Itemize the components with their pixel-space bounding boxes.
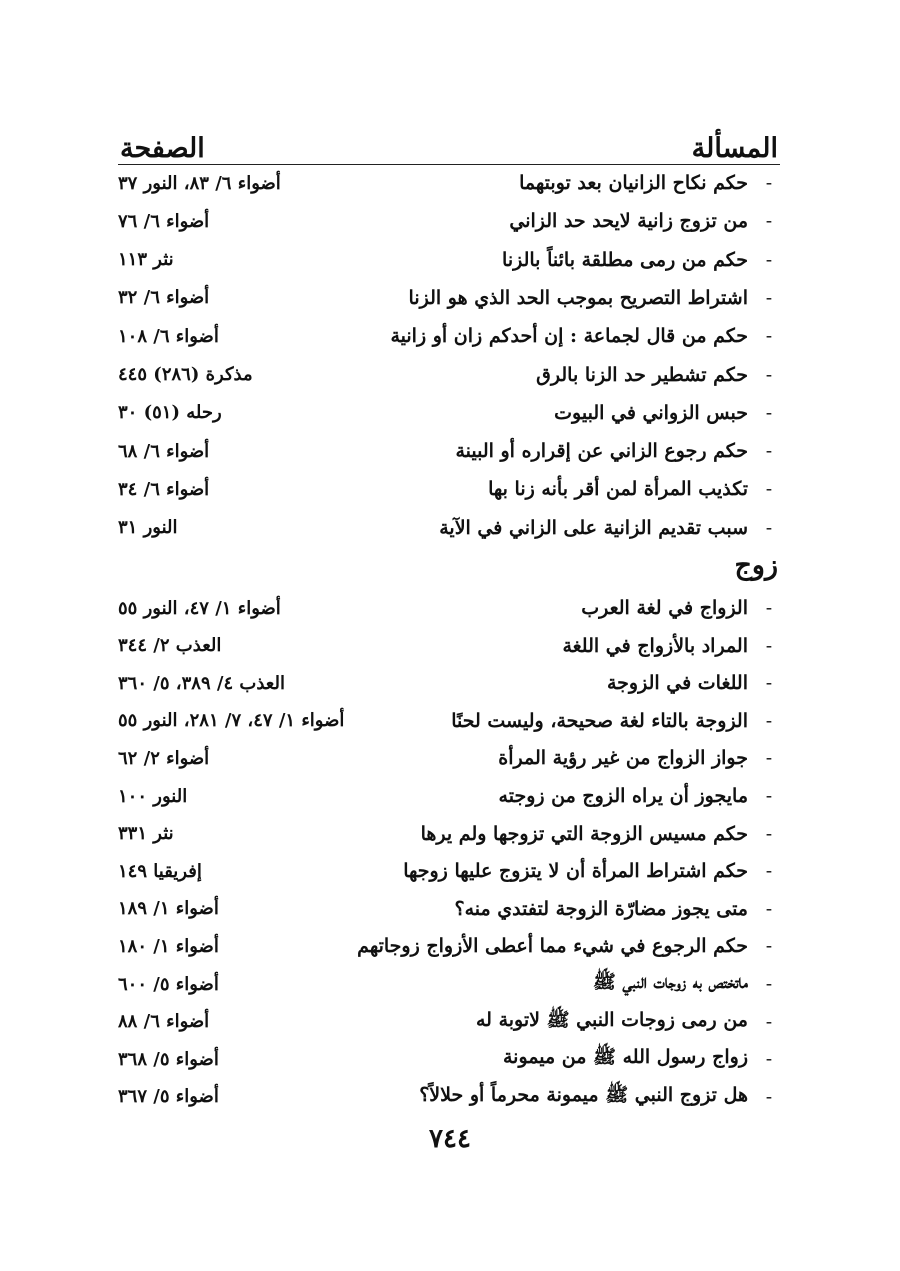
entry-dash: - — [765, 597, 773, 619]
entry-dash: - — [765, 401, 773, 424]
entry-question: اشتراط التصريح بموجب الحد الذي هو الزنا — [408, 286, 748, 309]
entry-question: حكم من رمى مطلقة بائناً بالزنا — [502, 248, 748, 271]
entry-reference: أضواء ٦/ ٨٨ — [118, 1011, 210, 1033]
entry-question: متى يجوز مضارّة الزوجة لتفتدي منه؟ — [454, 897, 748, 920]
entry-question: اللغات في الزوجة — [606, 672, 748, 695]
entry-question: هل تزوج النبي ﷺ ميمونة محرماً أو حلالاً؟ — [419, 1083, 748, 1106]
entry-dash: - — [765, 709, 773, 732]
entry-question: الزوجة بالتاء لغة صحيحة، وليست لحنًا — [451, 709, 748, 732]
entry-reference: أضواء ٦/ ٣٢ — [118, 287, 210, 309]
entry-reference: أضواء ٥/ ٣٦٧ — [118, 1086, 219, 1108]
entry-reference: أضواء ١/ ٤٧، النور ٥٥ — [118, 597, 281, 619]
entry-dash: - — [765, 516, 773, 539]
entry-question: ماتختص به زوجات النبي ﷺ — [592, 971, 748, 993]
entry-question: جواز الزواج من غير رؤية المرأة — [498, 747, 748, 770]
entry-dash: - — [765, 785, 773, 807]
entry-reference: أضواء ١/ ١٨٩ — [118, 898, 219, 920]
entry-reference: أضواء ٦/ ١٠٨ — [118, 325, 219, 347]
entry-reference: النور ٣١ — [118, 517, 178, 539]
entry-dash: - — [765, 897, 773, 920]
header-issue: المسألة — [691, 133, 778, 164]
entry-dash: - — [765, 935, 773, 958]
entry-question: حكم رجوع الزاني عن إقراره أو البينة — [455, 440, 748, 463]
entry-reference: مذكرة (٢٨٦) ٤٤٥ — [118, 364, 253, 385]
index-entry — [118, 241, 780, 279]
index-entry — [118, 509, 780, 547]
index-entry — [118, 279, 780, 317]
entry-reference: أضواء ٦/ ٧٦ — [118, 210, 210, 232]
entry-dash: - — [765, 822, 773, 845]
index-entry — [118, 589, 780, 627]
entry-reference: أضواء ١/ ٤٧، ٧/ ٢٨١، النور ٥٥ — [118, 710, 345, 732]
index-entry — [118, 202, 780, 240]
entry-dash: - — [765, 860, 773, 883]
entry-question: الزواج في لغة العرب — [581, 597, 748, 619]
index-entry — [118, 470, 780, 508]
header-page: الصفحة — [120, 133, 205, 164]
entry-reference: إفريقيا ١٤٩ — [118, 860, 202, 882]
index-entry — [118, 664, 780, 702]
index-entry — [118, 1040, 780, 1078]
index-entry — [118, 164, 780, 202]
entry-reference: أضواء ٦/ ٦٨ — [118, 440, 210, 462]
index-entry — [118, 1003, 780, 1041]
entry-reference: العذب ٢/ ٣٤٤ — [118, 635, 222, 657]
entry-reference: أضواء ٦/ ٨٣، النور ٣٧ — [118, 172, 281, 194]
entry-dash: - — [765, 973, 773, 995]
entry-dash: - — [765, 172, 773, 194]
entry-reference: العذب ٤/ ٣٨٩، ٥/ ٣٦٠ — [118, 672, 285, 694]
entry-question: تكذيب المرأة لمن أقر بأنه زنا بها — [488, 478, 748, 501]
index-entry — [118, 432, 780, 470]
index-entry — [118, 777, 780, 815]
entry-question: مايجوز أن يراه الزوج من زوجته — [498, 785, 748, 807]
index-entry — [118, 927, 780, 965]
entry-reference: نثر ١١٣ — [118, 249, 174, 271]
entry-question: من رمى زوجات النبي ﷺ لاتوبة له — [475, 1008, 748, 1031]
index-entry — [118, 702, 780, 740]
index-entry — [118, 890, 780, 928]
index-entry — [118, 965, 780, 1003]
index-entry — [118, 394, 780, 432]
entry-dash: - — [765, 1085, 773, 1108]
entry-reference: أضواء ١/ ١٨٠ — [118, 935, 219, 957]
entry-dash: - — [765, 478, 773, 501]
entry-question: المراد بالأزواج في اللغة — [562, 634, 748, 657]
entry-dash: - — [765, 363, 773, 386]
entry-question: حكم اشتراط المرأة أن لا يتزوج عليها زوجها — [403, 860, 748, 883]
entry-dash: - — [765, 325, 773, 348]
entry-reference: أضواء ٥/ ٣٦٨ — [118, 1048, 219, 1070]
entry-dash: - — [765, 634, 773, 657]
entry-dash: - — [765, 1010, 773, 1033]
entry-reference: أضواء ٢/ ٦٢ — [118, 747, 210, 769]
entry-dash: - — [765, 286, 773, 309]
page-number: ٧٤٤ — [429, 1124, 471, 1154]
entry-question: حبس الزواني في البيوت — [554, 401, 748, 424]
entry-dash: - — [765, 672, 773, 695]
entry-question: حكم من قال لجماعة : إن أحدكم زان أو زانية — [390, 325, 748, 348]
index-entry — [118, 356, 780, 394]
entry-dash: - — [765, 747, 773, 770]
entry-question: حكم نكاح الزانيان بعد توبتهما — [519, 172, 748, 194]
index-entry — [118, 739, 780, 777]
entry-question: زواج رسول الله ﷺ من ميمونة — [502, 1046, 748, 1069]
index-entry — [118, 627, 780, 665]
column-header — [120, 118, 778, 164]
index-entry — [118, 852, 780, 890]
entry-reference: أضواء ٦/ ٣٤ — [118, 478, 210, 500]
entry-question: حكم الرجوع في شيء مما أعطى الأزواج زوجاتهم — [357, 935, 748, 958]
entry-dash: - — [765, 210, 773, 233]
index-entry — [118, 317, 780, 355]
entry-reference: النور ١٠٠ — [118, 785, 188, 807]
entry-dash: - — [765, 1048, 773, 1071]
entry-question: من تزوج زانية لايحد حد الزاني — [509, 210, 748, 233]
index-entry — [118, 815, 780, 853]
entry-dash: - — [765, 440, 773, 463]
entry-dash: - — [765, 248, 773, 271]
index-entry — [118, 1078, 780, 1116]
entry-reference: رحله (٥١) ٣٠ — [118, 402, 222, 424]
section-title: زوج — [734, 550, 778, 581]
entry-question: حكم تشطير حد الزنا بالرق — [536, 363, 748, 386]
entry-reference: أضواء ٥/ ٦٠٠ — [118, 973, 219, 995]
entry-reference: نثر ٣٣١ — [118, 823, 174, 845]
entry-question: حكم مسيس الزوجة التي تزوجها ولم يرها — [420, 822, 748, 845]
entry-question: سبب تقديم الزانية على الزاني في الآية — [439, 516, 748, 539]
